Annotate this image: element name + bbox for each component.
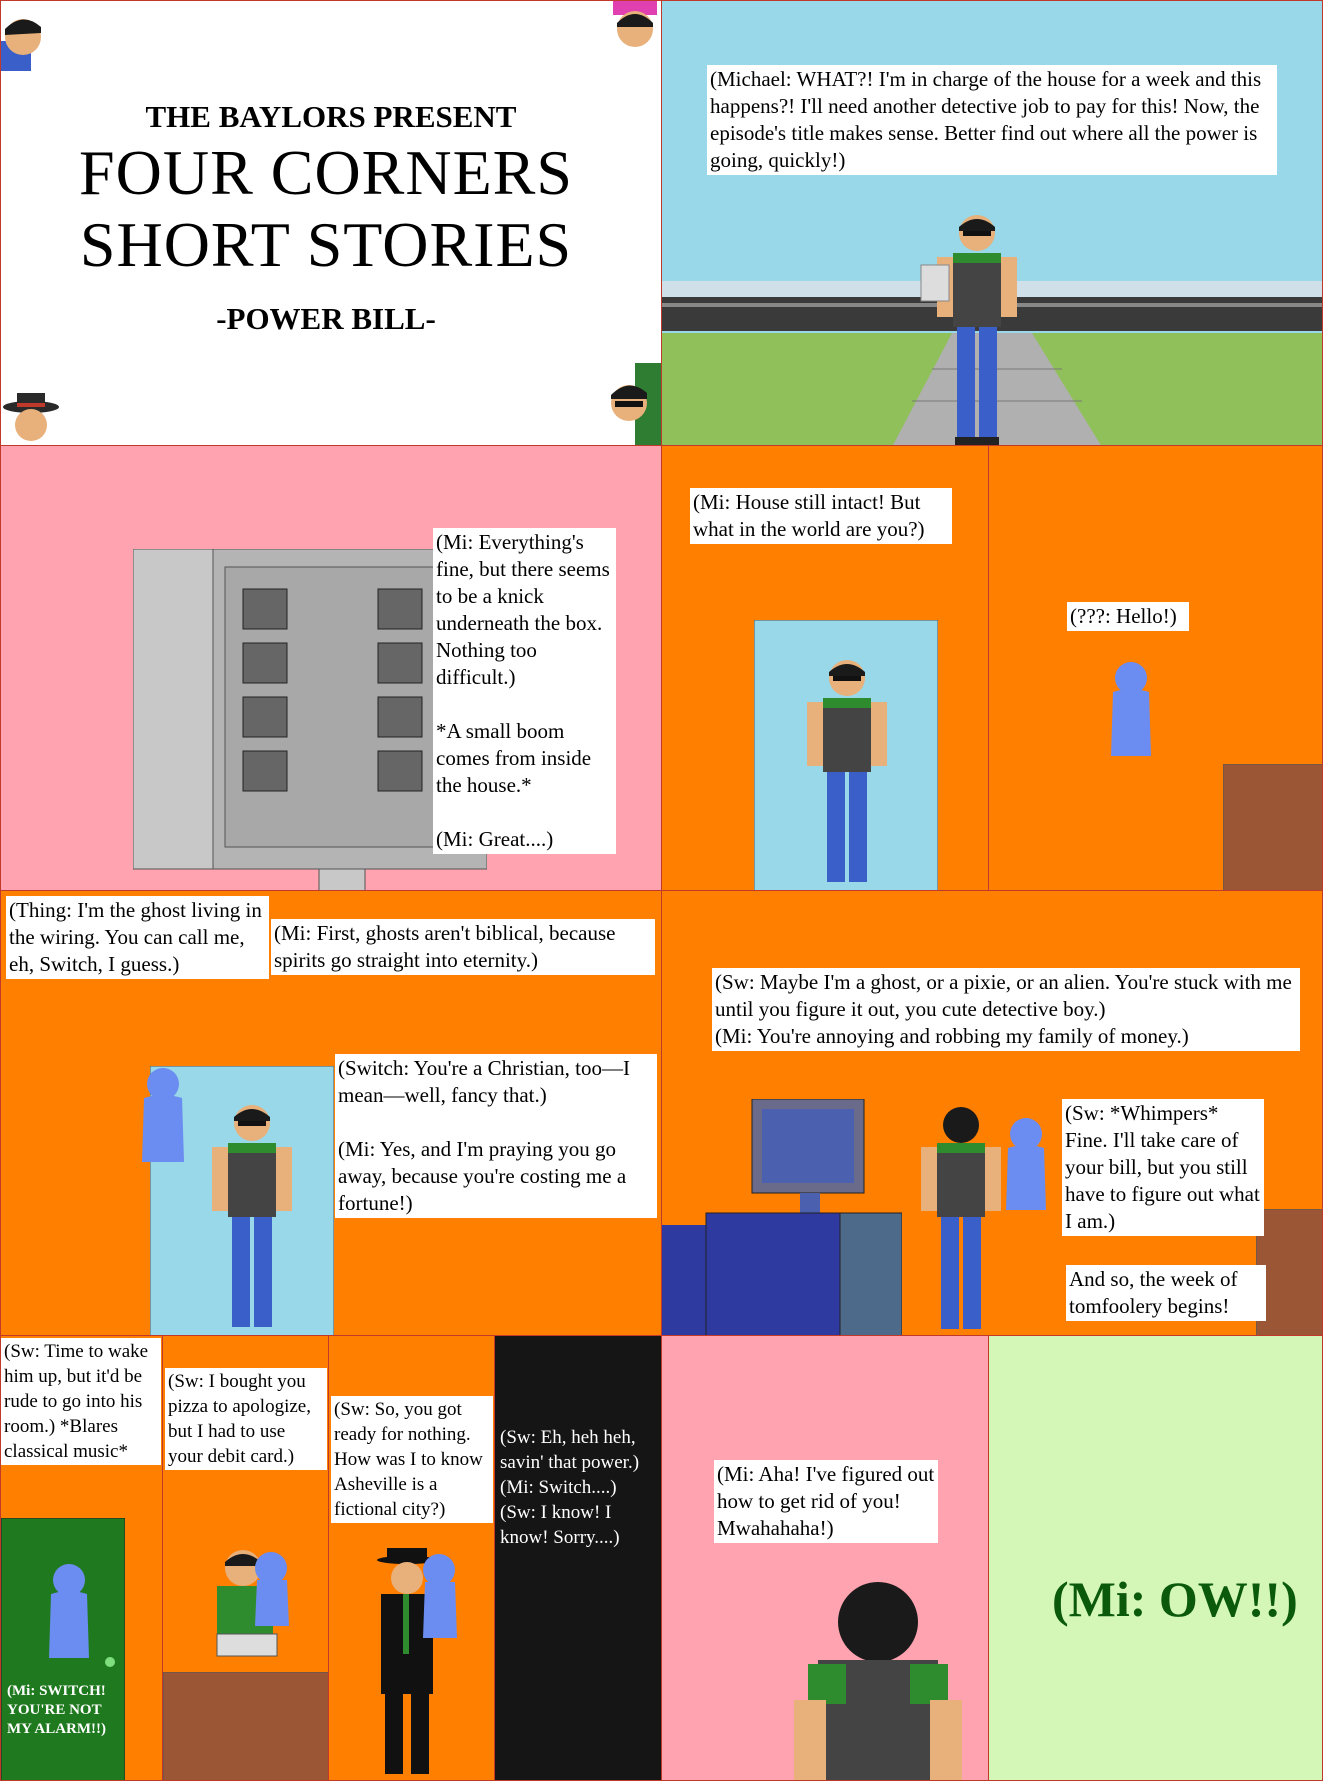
speech-bubble: (???: Hello!)	[1067, 602, 1189, 631]
switch-ghost	[1107, 660, 1155, 758]
bubble-line: (Mi: Everything's fine, but there seems to be a knick underneath the box. Nothing too difficult.)	[436, 530, 610, 689]
bubble-line: (Mi: Yes, and I'm praying you go away, because you're costing me a fortune!)	[338, 1137, 627, 1215]
series-title	[1, 137, 651, 281]
michael-eating	[203, 1546, 293, 1666]
michael-character-back	[916, 1105, 1006, 1336]
panel-ow	[988, 1335, 1323, 1781]
episode-title: -POWER BILL-	[216, 301, 436, 336]
michael-character	[792, 656, 902, 891]
table	[163, 1672, 329, 1781]
bubble-spacer	[436, 691, 613, 718]
corner-character-top-right	[607, 1, 662, 61]
switch-ghost	[45, 1562, 93, 1660]
narration-box: And so, the week of tomfoolery begins!	[1066, 1265, 1266, 1321]
switch-ghost	[1002, 1116, 1050, 1212]
speech-bubble-thing: (Thing: I'm the ghost living in the wiring. You can call me, eh, Switch, I guess.)	[6, 896, 269, 979]
panel-tomfoolery	[661, 890, 1323, 1336]
bubble-line: (Switch: You're a Christian, too—I mean—well, fancy that.)	[338, 1056, 630, 1107]
speech-bubble: (Michael: WHAT?! I'm in charge of the house for a week and this happens?! I'll need another detective job to pay for this! Now, the episode's title makes sense. Better find out where all the power is going, quickly!)	[707, 65, 1277, 175]
speech-bubble-mi: (Mi: First, ghosts aren't biblical, because spirits go straight into eternity.)	[271, 919, 655, 975]
brown-furniture	[1223, 764, 1323, 891]
corner-character-bottom-right	[605, 363, 662, 446]
speech-bubble: (Mi: House still intact! But what in the world are you?)	[690, 488, 952, 544]
computer-desk	[662, 1099, 902, 1336]
corner-character-bottom-left	[1, 391, 61, 446]
bubble-line: (Sw: Eh, heh heh, savin' that power.)	[500, 1427, 640, 1473]
switch-ghost	[138, 1066, 188, 1164]
speech-bubble: (Sw: So, you got ready for nothing. How was I to know Asheville is a fictional city?)	[331, 1396, 493, 1523]
speech-bubble	[433, 528, 616, 854]
speech-bubble: (Mi: Aha! I've figured out how to get rid of you! Mwahahaha!)	[714, 1460, 938, 1543]
panel-saving-power	[494, 1335, 662, 1781]
presenter-text: THE BAYLORS PRESENT	[145, 99, 517, 134]
speech-bubble-sw: (Sw: *Whimpers* Fine. I'll take care of your bill, but you still have to figure out what I am.)	[1062, 1099, 1264, 1236]
panel-pizza	[162, 1335, 329, 1781]
panel-asheville	[328, 1335, 495, 1781]
panel-breaker-box	[0, 445, 662, 891]
panel-switch-intro	[0, 890, 662, 1336]
speech-bubble: (Sw: I bought you pizza to apologize, but I had to use your debit card.)	[165, 1368, 327, 1470]
shout-ow: (Mi: OW!!)	[1052, 1571, 1298, 1627]
brown-furniture	[1256, 1209, 1323, 1336]
bubble-line: (Mi: You're annoying and robbing my family of money.)	[715, 1024, 1189, 1048]
panel-title	[0, 0, 662, 446]
bubble-line: (Sw: Maybe I'm a ghost, or a pixie, or an alien. You're stuck with me until you figure it out, you cute detective boy.)	[715, 970, 1292, 1021]
michael-character	[197, 1101, 307, 1336]
panel-house-intact	[661, 445, 989, 891]
panel-power-bill	[661, 0, 1323, 446]
panel-hello	[988, 445, 1323, 891]
bubble-line: (Sw: I know! I know! Sorry....)	[500, 1502, 620, 1548]
bubble-spacer	[436, 799, 613, 826]
michael-suit	[359, 1548, 469, 1781]
panel-aha	[661, 1335, 989, 1781]
michael-character	[917, 211, 1037, 446]
speech-bubble	[497, 1424, 659, 1551]
bubble-spacer	[338, 1109, 654, 1136]
bubble-line: (Mi: Great....)	[436, 827, 554, 851]
speech-bubble-switch	[335, 1054, 657, 1218]
speech-bubble: (Sw: Time to wake him up, but it'd be rude to go into his room.) *Blares classical music*	[1, 1338, 161, 1465]
series-title-line1: FOUR CORNERS	[79, 137, 573, 208]
shout-text: (Mi: SWITCH! YOU'RE NOT MY ALARM!!)	[7, 1683, 107, 1737]
michael-closeup-back	[788, 1580, 968, 1781]
corner-character-top-left	[1, 11, 53, 71]
bubble-line: (Mi: Switch....)	[500, 1477, 617, 1498]
speech-bubble	[712, 968, 1300, 1051]
panel-alarm	[0, 1335, 163, 1781]
bubble-line: *A small boom comes from inside the house.*	[436, 719, 592, 797]
series-title-line2: SHORT STORIES	[79, 209, 573, 280]
